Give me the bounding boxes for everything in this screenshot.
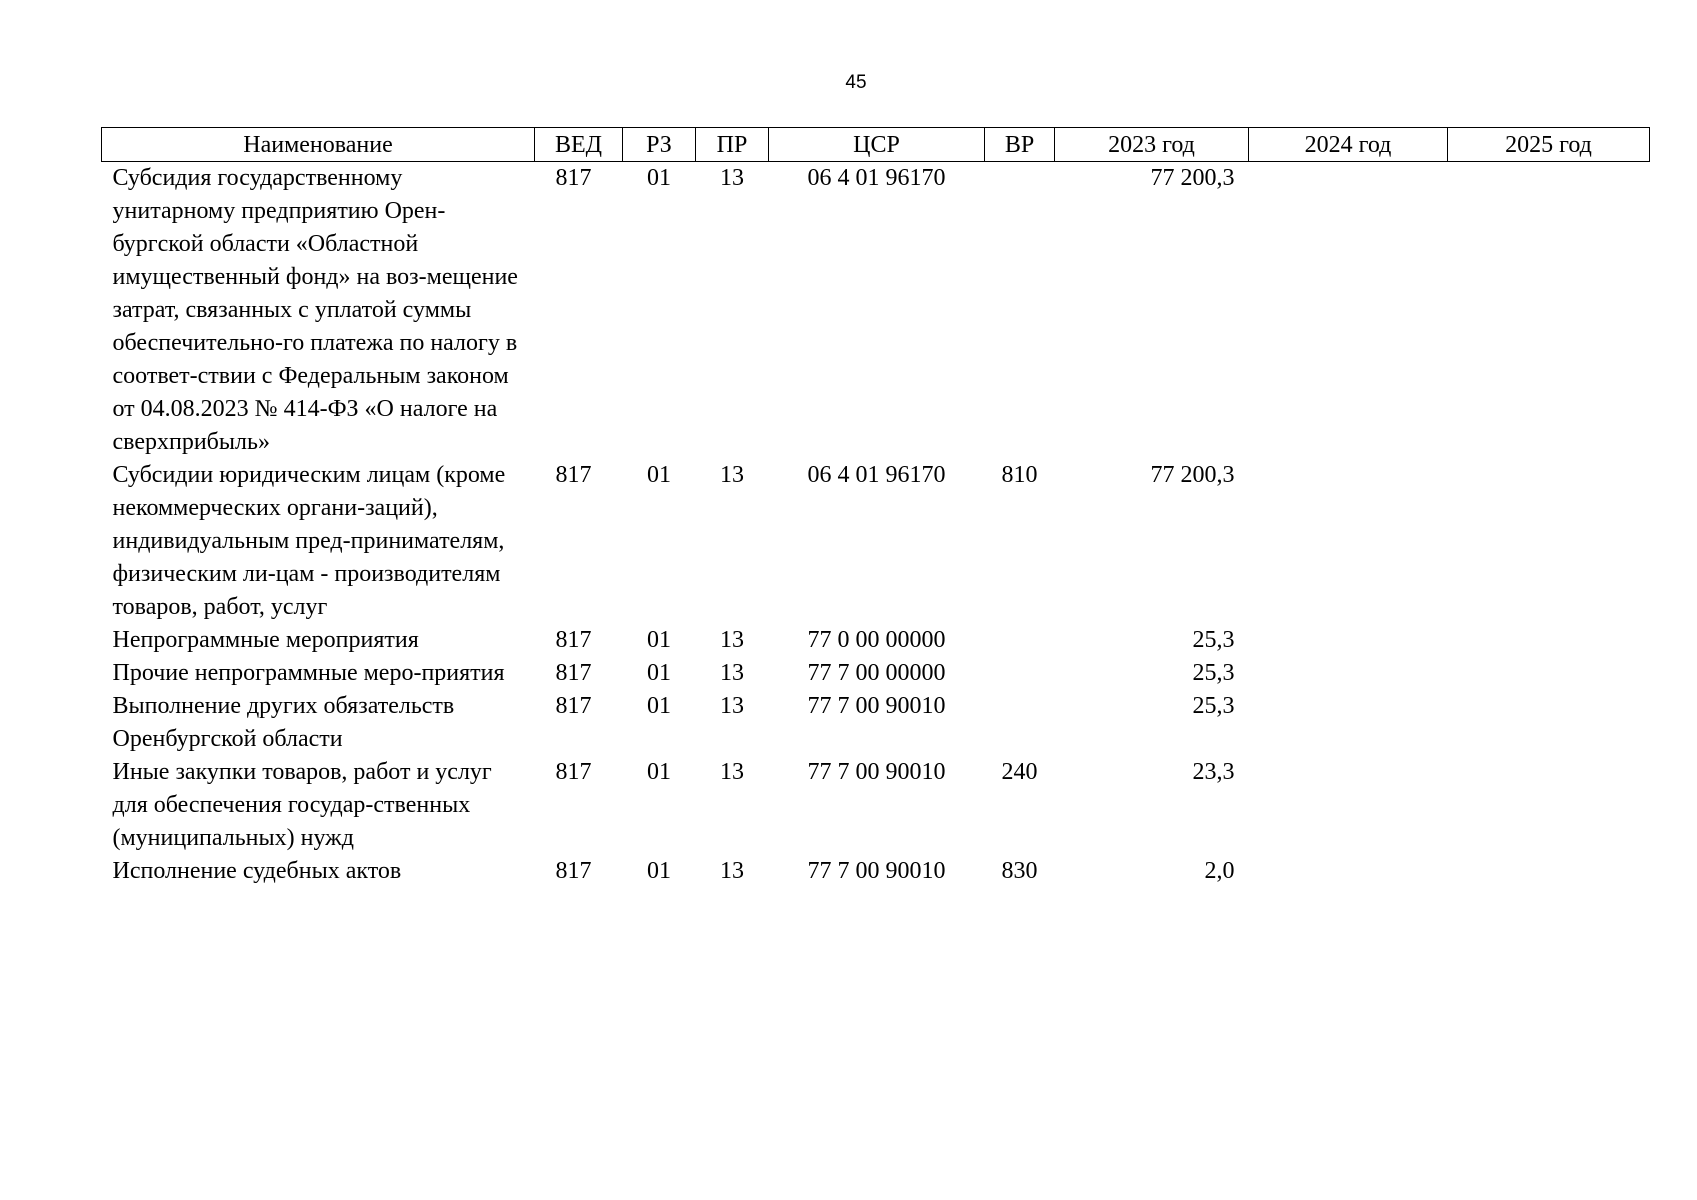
- header-vr: ВР: [985, 128, 1055, 162]
- row-vr: [985, 624, 1055, 657]
- row-vr: 830: [1001, 858, 1038, 884]
- row-2024: [1249, 657, 1448, 690]
- header-name: Наименование: [102, 128, 535, 162]
- row-csr: 77 7 00 90010: [807, 759, 946, 785]
- header-2025: 2025 год: [1448, 128, 1650, 162]
- header-row: [102, 128, 1650, 162]
- table-row: [102, 756, 1650, 855]
- row-rz: 01: [647, 858, 671, 884]
- row-pr: 13: [720, 693, 744, 719]
- row-csr: 77 0 00 00000: [807, 627, 946, 653]
- row-ved: 817: [555, 165, 592, 191]
- row-ved: 817: [555, 462, 592, 488]
- row-pr: 13: [720, 759, 744, 785]
- header-2024: 2024 год: [1249, 128, 1448, 162]
- row-rz: 01: [647, 165, 671, 191]
- row-2025: [1448, 690, 1650, 756]
- row-name: Исполнение судебных актов: [112, 858, 402, 884]
- header-pr: ПР: [696, 128, 769, 162]
- row-vr: [985, 657, 1055, 690]
- row-rz: 01: [647, 660, 671, 686]
- row-pr: 13: [720, 627, 744, 653]
- table-row: [102, 657, 1650, 690]
- row-2023: 23,3: [1192, 759, 1235, 785]
- budget-table: [101, 127, 1650, 888]
- row-csr: 06 4 01 96170: [807, 165, 946, 191]
- row-csr: 77 7 00 00000: [807, 660, 946, 686]
- row-ved: 817: [555, 759, 592, 785]
- row-2025: [1448, 459, 1650, 624]
- row-csr: 06 4 01 96170: [807, 462, 946, 488]
- row-2025: [1448, 657, 1650, 690]
- row-ved: 817: [555, 660, 592, 686]
- row-2023: 25,3: [1192, 660, 1235, 686]
- row-name: Субсидия государственному унитарному предприятию Орен-бургской области «Областной имущественный фонд» на воз-мещение затрат, связанных с уплатой суммы обеспечительно-го платежа по налогу в соответ-ствии с Федеральным законом от 04.08.2023 № 414-ФЗ «О налоге на сверхприбыль»: [112, 165, 518, 455]
- row-name: Непрограммные мероприятия: [112, 627, 419, 653]
- row-vr: 240: [1001, 759, 1038, 785]
- row-2025: [1448, 162, 1650, 460]
- row-ved: 817: [555, 858, 592, 884]
- row-vr: 810: [1001, 462, 1038, 488]
- row-pr: 13: [720, 660, 744, 686]
- header-rz: РЗ: [623, 128, 696, 162]
- row-2023: 77 200,3: [1150, 462, 1235, 488]
- table-row: [102, 459, 1650, 624]
- row-2024: [1249, 459, 1448, 624]
- header-ved: ВЕД: [535, 128, 623, 162]
- row-2024: [1249, 756, 1448, 855]
- row-rz: 01: [647, 462, 671, 488]
- header-csr: ЦСР: [769, 128, 985, 162]
- page-number: 45: [845, 72, 867, 93]
- row-name: Прочие непрограммные меро-приятия: [112, 660, 505, 686]
- row-2023: 77 200,3: [1150, 165, 1235, 191]
- row-ved: 817: [555, 627, 592, 653]
- row-2024: [1249, 162, 1448, 460]
- row-rz: 01: [647, 759, 671, 785]
- table-row: [102, 162, 1650, 460]
- row-csr: 77 7 00 90010: [807, 693, 946, 719]
- table-row: [102, 624, 1650, 657]
- row-2025: [1448, 855, 1650, 888]
- row-2025: [1448, 624, 1650, 657]
- row-2024: [1249, 855, 1448, 888]
- row-2024: [1249, 690, 1448, 756]
- row-vr: [985, 162, 1055, 460]
- row-csr: 77 7 00 90010: [807, 858, 946, 884]
- header-2023: 2023 год: [1055, 128, 1249, 162]
- table-row: [102, 855, 1650, 888]
- table-row: [102, 690, 1650, 756]
- row-pr: 13: [720, 858, 744, 884]
- row-2023: 25,3: [1192, 693, 1235, 719]
- row-ved: 817: [555, 693, 592, 719]
- row-pr: 13: [720, 165, 744, 191]
- row-2025: [1448, 756, 1650, 855]
- row-rz: 01: [647, 627, 671, 653]
- row-rz: 01: [647, 693, 671, 719]
- row-name: Выполнение других обязательств Оренбургской области: [112, 693, 455, 752]
- row-name: Субсидии юридическим лицам (кроме некоммерческих органи-заций), индивидуальным пред-принимателям, физическим ли-цам - производителям товаров, работ, услуг: [112, 462, 506, 620]
- row-2024: [1249, 624, 1448, 657]
- row-2023: 2,0: [1204, 858, 1235, 884]
- row-vr: [985, 690, 1055, 756]
- row-name: Иные закупки товаров, работ и услуг для обеспечения государ-ственных (муниципальных) нужд: [112, 759, 492, 851]
- row-pr: 13: [720, 462, 744, 488]
- row-2023: 25,3: [1192, 627, 1235, 653]
